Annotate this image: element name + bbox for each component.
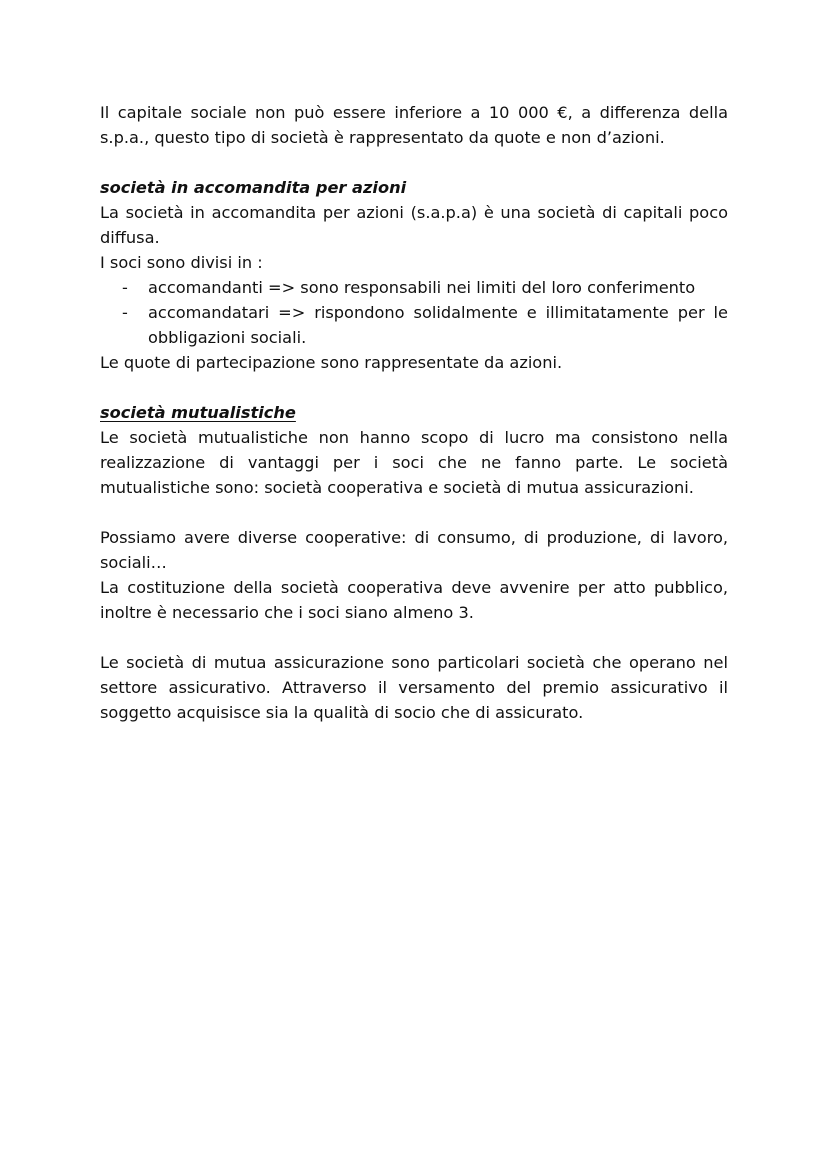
spacer [100, 500, 728, 525]
list-item [100, 275, 728, 300]
sapa-paragraph-2: I soci sono divisi in : [100, 253, 263, 272]
sapa-paragraph-1: La società in accomandita per azioni (s.a.p.a) è una società di capitali poco diffusa. [100, 203, 728, 247]
list-item-text: accomandatari => rispondono solidalmente e illimitatamente per le obbligazioni sociali. [148, 303, 728, 347]
dash-bullet: - [122, 303, 128, 322]
sapa-paragraph-3: Le quote di partecipazione sono rappresentate da azioni. [100, 353, 563, 372]
spacer [100, 625, 728, 650]
list-item [100, 300, 728, 350]
spacer [100, 375, 728, 400]
mutual-heading: società mutualistiche [100, 403, 296, 422]
dash-bullet: - [122, 278, 128, 297]
document-page [100, 100, 728, 725]
list-item-text: accomandanti => sono responsabili nei limiti del loro conferimento [148, 278, 696, 297]
mutual-paragraph-2: Possiamo avere diverse cooperative: di consumo, di produzione, di lavoro, sociali… [100, 528, 728, 572]
mutual-paragraph-3: La costituzione della società cooperativa deve avvenire per atto pubblico, inoltre è necessario che i soci siano almeno 3. [100, 578, 728, 622]
spacer [100, 150, 728, 175]
mutual-paragraph-1: Le società mutualistiche non hanno scopo di lucro ma consistono nella realizzazione di vantaggi per i soci che ne fanno parte. Le società mutualistiche sono: società cooperativa e società di mutua assicurazioni. [100, 428, 728, 497]
mutual-paragraph-4: Le società di mutua assicurazione sono particolari società che operano nel settore assicurativo. Attraverso il versamento del premio assicurativo il soggetto acquisisce sia la qualità di socio che di assicurato. [100, 653, 728, 722]
sapa-heading: società in accomandita per azioni [100, 178, 407, 197]
soci-list [100, 275, 728, 350]
intro-paragraph: Il capitale sociale non può essere inferiore a 10 000 €, a differenza della s.p.a., questo tipo di società è rappresentato da quote e non d’azioni. [100, 103, 728, 147]
